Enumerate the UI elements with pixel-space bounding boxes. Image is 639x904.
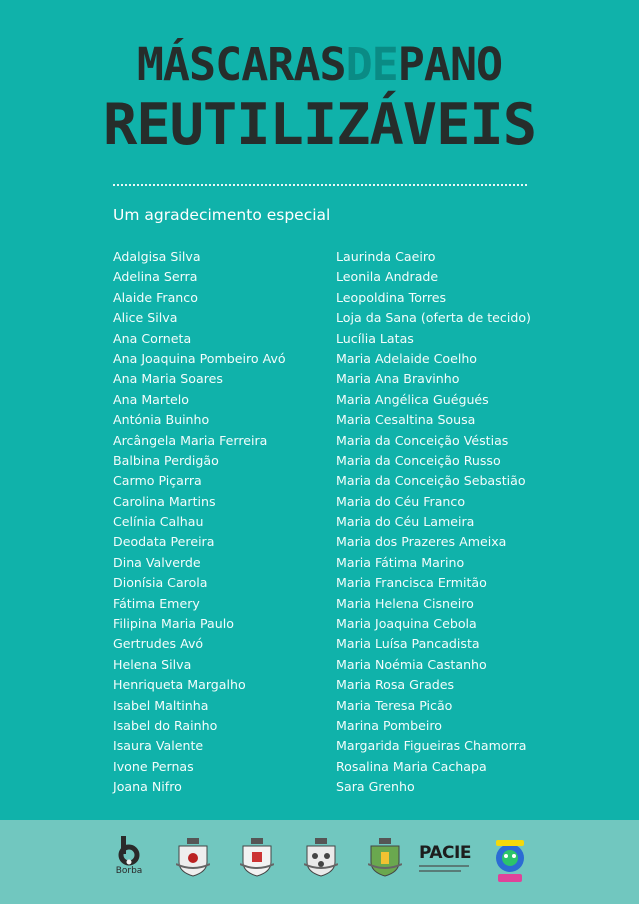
name-list-item: Maria da Conceição Véstias bbox=[336, 432, 509, 448]
name-list-item: Ana Joaquina Pombeiro Avó bbox=[113, 350, 286, 366]
name-list-item: Maria Joaquina Cebola bbox=[336, 616, 477, 632]
name-list-item: Maria Fátima Marino bbox=[336, 554, 465, 570]
name-list-item: Rosalina Maria Cachapa bbox=[336, 758, 487, 774]
name-list-item: Carolina Martins bbox=[113, 493, 216, 509]
name-list-item: Ana Martelo bbox=[113, 391, 189, 407]
pacie-logo-icon bbox=[419, 844, 475, 878]
name-list-item: Maria Luísa Pancadista bbox=[336, 636, 480, 652]
name-list-item: Joana Nifro bbox=[113, 779, 182, 795]
parish-crest-icon bbox=[304, 838, 338, 878]
borba-logo-label: Borba bbox=[115, 866, 143, 876]
name-list-item: Maria Helena Cisneiro bbox=[336, 595, 474, 611]
name-list-item: Maria Angélica Guégués bbox=[336, 391, 489, 407]
parish-crest-icon bbox=[176, 838, 210, 878]
name-list-item: Maria Ana Bravinho bbox=[336, 371, 460, 387]
parish-crest-icon bbox=[240, 838, 274, 878]
name-list-item: Leonila Andrade bbox=[336, 269, 439, 285]
names-list-left bbox=[113, 247, 286, 798]
name-list-item: Isabel Maltinha bbox=[113, 697, 209, 713]
pacie-logo-label: PACIE bbox=[419, 843, 471, 863]
name-list-item: Balbina Perdigão bbox=[113, 452, 219, 468]
name-list-item: Maria do Céu Lameira bbox=[336, 514, 475, 530]
subtitle: Um agradecimento especial bbox=[113, 206, 331, 224]
name-list-item: Dina Valverde bbox=[113, 554, 201, 570]
name-list-item: Ivone Pernas bbox=[113, 758, 194, 774]
name-list-item: Henriqueta Margalho bbox=[113, 677, 246, 693]
name-list-item: Maria Francisca Ermitão bbox=[336, 575, 487, 591]
name-list-item: Dionísia Carola bbox=[113, 575, 208, 591]
name-list-item: Gertrudes Avó bbox=[113, 636, 204, 652]
name-list-item: Maria da Conceição Sebastião bbox=[336, 473, 526, 489]
name-list-item: Antónia Buinho bbox=[113, 412, 210, 428]
name-list-item: Maria Adelaide Coelho bbox=[336, 350, 478, 366]
colorful-project-logo-icon bbox=[492, 838, 528, 886]
name-list-item: Alice Silva bbox=[113, 310, 178, 326]
name-list-item: Sara Grenho bbox=[336, 779, 415, 795]
name-list-item: Arcângela Maria Ferreira bbox=[113, 432, 268, 448]
name-list-item: Ana Corneta bbox=[113, 330, 192, 346]
name-list-item: Marina Pombeiro bbox=[336, 717, 442, 733]
name-list-item: Isaura Valente bbox=[113, 738, 204, 754]
name-list-item: Carmo Piçarra bbox=[113, 473, 202, 489]
borba-logo-icon bbox=[112, 836, 146, 886]
name-list-item: Helena Silva bbox=[113, 656, 192, 672]
name-list-item: Fátima Emery bbox=[113, 595, 200, 611]
name-list-item: Loja da Sana (oferta de tecido) bbox=[336, 310, 531, 326]
name-list-item: Isabel do Rainho bbox=[113, 717, 218, 733]
name-list-item: Maria do Céu Franco bbox=[336, 493, 466, 509]
name-list-item: Margarida Figueiras Chamorra bbox=[336, 738, 527, 754]
name-list-item: Lucília Latas bbox=[336, 330, 414, 346]
name-list-item: Maria Rosa Grades bbox=[336, 677, 455, 693]
name-list-item: Maria Cesaltina Sousa bbox=[336, 412, 476, 428]
parish-crest-icon bbox=[368, 838, 402, 878]
name-list-item: Adalgisa Silva bbox=[113, 249, 201, 264]
title-de: DE bbox=[345, 38, 398, 91]
name-list-item: Filipina Maria Paulo bbox=[113, 616, 234, 632]
name-list-item: Celínia Calhau bbox=[113, 514, 204, 530]
name-list-item: Maria Teresa Picão bbox=[336, 697, 453, 713]
name-list-item: Maria da Conceição Russo bbox=[336, 452, 501, 468]
poster-title-line1 bbox=[0, 40, 639, 90]
title-pano: PANO bbox=[397, 38, 503, 91]
dotted-divider bbox=[113, 184, 527, 186]
names-list-right bbox=[336, 247, 531, 798]
name-list-item: Maria dos Prazeres Ameixa bbox=[336, 534, 507, 550]
name-list-item: Adelina Serra bbox=[113, 269, 198, 285]
name-list-item: Alaide Franco bbox=[113, 289, 198, 305]
name-list-item: Laurinda Caeiro bbox=[336, 249, 436, 264]
name-list-item: Ana Maria Soares bbox=[113, 371, 223, 387]
poster-title-line2: REUTILIZÁVEIS bbox=[102, 92, 537, 158]
name-list-item: Leopoldina Torres bbox=[336, 289, 447, 305]
name-list-item: Deodata Pereira bbox=[113, 534, 215, 550]
title-mascaras: MÁSCARAS bbox=[136, 38, 346, 91]
name-list-item: Maria Noémia Castanho bbox=[336, 656, 487, 672]
